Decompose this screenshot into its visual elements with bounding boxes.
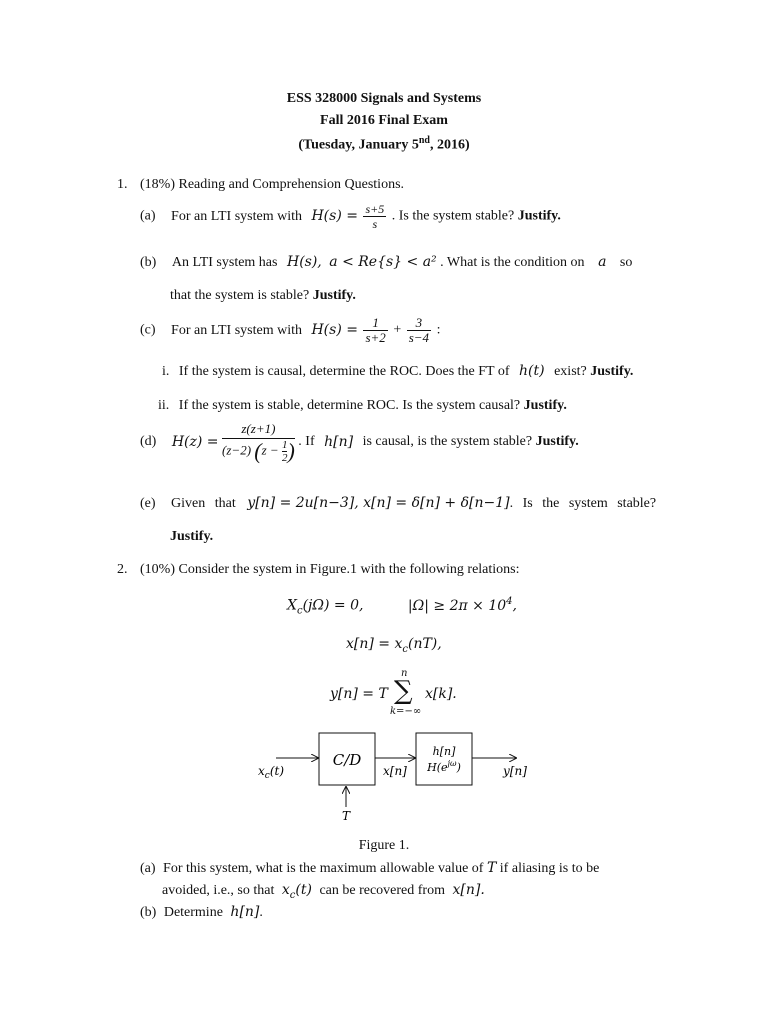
q1b-text: An LTI system has	[171, 255, 278, 270]
q1d-func: h[n]	[324, 434, 354, 450]
cd-label: C/D	[332, 751, 362, 769]
q1a-fraction: $\frac{s+5}{s}$	[365, 202, 385, 231]
q1a-lhs: H(s) =	[311, 207, 358, 224]
q2a-line2: avoided, i.e., so that $x_c(t)$ can be recovered from x[n].	[162, 882, 485, 901]
q1b-func: H(s),	[286, 254, 322, 270]
figure-1-block-diagram	[250, 725, 540, 825]
q1c-ii-label: ii.	[158, 398, 170, 413]
T-label: T	[341, 809, 351, 823]
q1a-justify: Justify.	[517, 208, 561, 224]
q2-number: 2.	[117, 562, 128, 577]
output-label: y[n]	[503, 764, 527, 778]
q1e-eq1: y[n] = 2u[n−3]	[247, 495, 355, 511]
q2-eq2: $x[n] = x_c(nT)$,	[346, 636, 442, 655]
q2b-hn: h[n]	[230, 904, 260, 920]
q2a: (a) For this system, what is the maximum allowable value of T if aliasing is to be	[140, 860, 600, 876]
q1e-eq2: , x[n] = δ[n] + δ[n−1]	[354, 495, 510, 511]
q1e: (e) Given that y[n] = 2u[n−3], x[n] = δ[n] + δ[n−1]. Is the system stable?	[140, 495, 657, 511]
q1b-question: . What is the condition on	[440, 255, 585, 270]
q1c-text: For an LTI system with	[171, 322, 302, 338]
q1-title: (18%) Reading and Comprehension Questions.	[140, 177, 405, 192]
q1b-line2: that the system is stable? Justify.	[170, 288, 356, 303]
q1c-i-label: i.	[162, 364, 170, 379]
figure-caption: Figure 1.	[358, 838, 410, 853]
h-label: h[n]	[432, 745, 456, 758]
q1c-fraction-1: $\frac{1}{s+2}$	[365, 315, 386, 345]
q1d-lhs: H(z) =	[171, 434, 219, 450]
q1b-var: a	[598, 254, 607, 270]
exam-title: Fall 2016 Final Exam	[320, 113, 448, 128]
q1c-label: (c)	[140, 322, 156, 338]
q1e-label: (e)	[140, 496, 156, 511]
q1c	[140, 316, 440, 345]
filter-block	[416, 733, 472, 785]
q1c-ii: ii. If the system is stable, determine ROC. Is the system causal? Justify.	[158, 398, 567, 413]
q1c-i: i. If the system is causal, determine the ROC. Does the FT of h(t) exist? Justify.	[162, 363, 634, 379]
q2a-xc: $x_c(t)$	[281, 882, 312, 901]
q1c-fraction-2: $\frac{3}{s-4}$	[408, 315, 430, 345]
course-title: ESS 328000 Signals and Systems	[286, 91, 482, 106]
q1e-justify: Justify.	[170, 529, 214, 544]
input-label: $x_c(t)$	[258, 764, 285, 781]
q2b-label: (b)	[140, 905, 157, 920]
mid-signal-label: x[n]	[383, 764, 407, 778]
q1c-plus: +	[393, 322, 402, 338]
q2b: (b) Determine h[n].	[140, 904, 263, 920]
q2-eq1: $X_c(j\Omega) = 0$, $|\Omega| \ge 2\pi \times 10^4$,	[287, 596, 517, 617]
q1b	[140, 254, 632, 271]
q1c-lhs: H(s) =	[311, 321, 358, 338]
q2a-xn: x[n].	[452, 882, 485, 898]
exam-date: (Tuesday, January 5nd, 2016)	[298, 135, 470, 153]
q1c-i-func: h(t)	[519, 363, 545, 379]
q1a-label: (a)	[140, 208, 156, 224]
q1b-label: (b)	[140, 255, 157, 270]
q2a-label: (a)	[140, 861, 156, 876]
q2-title: (10%) Consider the system in Figure.1 with the following relations:	[140, 562, 520, 577]
q1b-so: so	[619, 255, 633, 270]
q1a	[140, 202, 561, 231]
q1a-text: For an LTI system with	[171, 208, 302, 224]
q1a-question: . Is the system stable?	[391, 208, 515, 224]
q1-number: 1.	[117, 177, 128, 192]
q1d-label: (d)	[140, 434, 157, 449]
H-label: $H(e^{j\omega})$	[427, 759, 461, 774]
q1d: (d) H(z) = z(z+1) (z−2) (z − $\frac{1}{2}$ ) . If h[n] is causal, is the system stable? Justify.	[140, 421, 579, 464]
q1d-fraction: z(z+1) (z−2) (z − $\frac{1}{2}$ )	[222, 421, 295, 464]
q1b-roc: a < Re{s} < a²	[329, 254, 437, 270]
q1c-colon: :	[436, 322, 441, 338]
q1b-justify: Justify.	[312, 288, 356, 303]
